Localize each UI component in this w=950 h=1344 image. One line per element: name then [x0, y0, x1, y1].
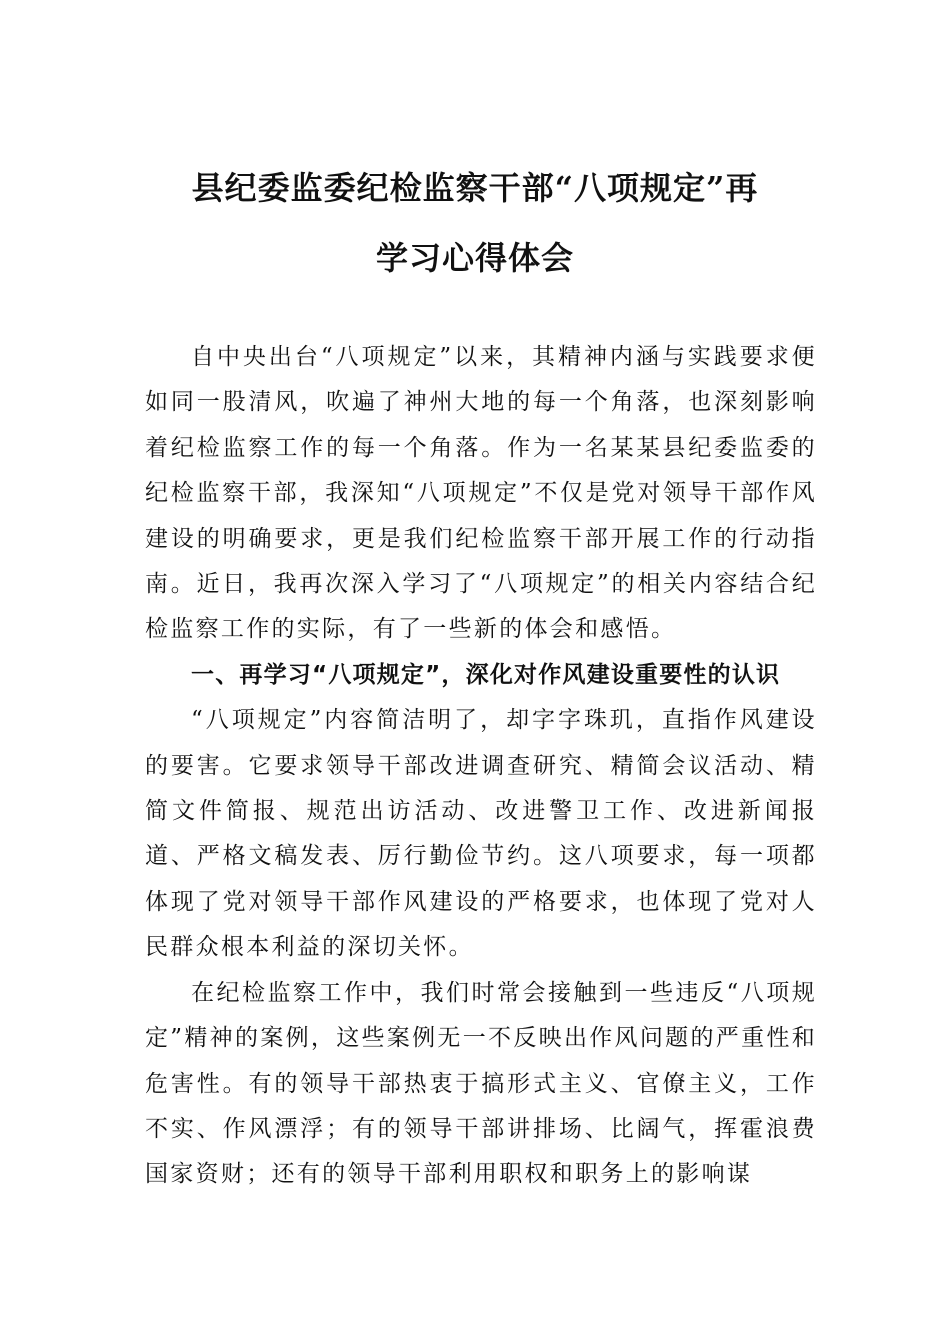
document-title-line-2: 学习心得体会: [375, 239, 574, 277]
paragraph-cases: 在纪检监察工作中，我们时常会接触到一些违反“八项规定”精神的案例，这些案例无一不反映出作风问题的严重性和危害性。有的领导干部热衷于搞形式主义、官僚主义，工作不实、作风漂浮；有的领导干部讲排场、比阔气，挥霍浪费国家资财；还有的领导干部利用职权和职务上的影响谋: [145, 979, 817, 1188]
document-title-line-1: 县纪委监委纪检监察干部“八项规定”再: [191, 169, 759, 207]
document-body: [145, 335, 817, 1198]
paragraph-intro: 自中央出台“八项规定”以来，其精神内涵与实践要求便如同一股清风，吹遍了神州大地的每一个角落，也深刻影响着纪检监察工作的每一个角落。作为一名某某县纪委监委的纪检监察干部，我深知“八项规定”不仅是党对领导干部作风建设的明确要求，更是我们纪检监察干部开展工作的行动指南。近日，我再次深入学习了“八项规定”的相关内容结合纪检监察工作的实际，有了一些新的体会和感悟。: [145, 344, 817, 643]
paragraph-eight-rules: “八项规定”内容简洁明了，却字字珠玑，直指作风建设的要害。它要求领导干部改进调查研究、精简会议活动、精简文件简报、规范出访活动、改进警卫工作、改进新闻报道、严格文稿发表、厉行勤俭节约。这八项要求，每一项都体现了党对领导干部作风建设的严格要求，也体现了党对人民群众根本利益的深切关怀。: [145, 707, 817, 961]
section-heading-1: 一、再学习“八项规定”，深化对作风建设重要性的认识: [191, 661, 781, 688]
